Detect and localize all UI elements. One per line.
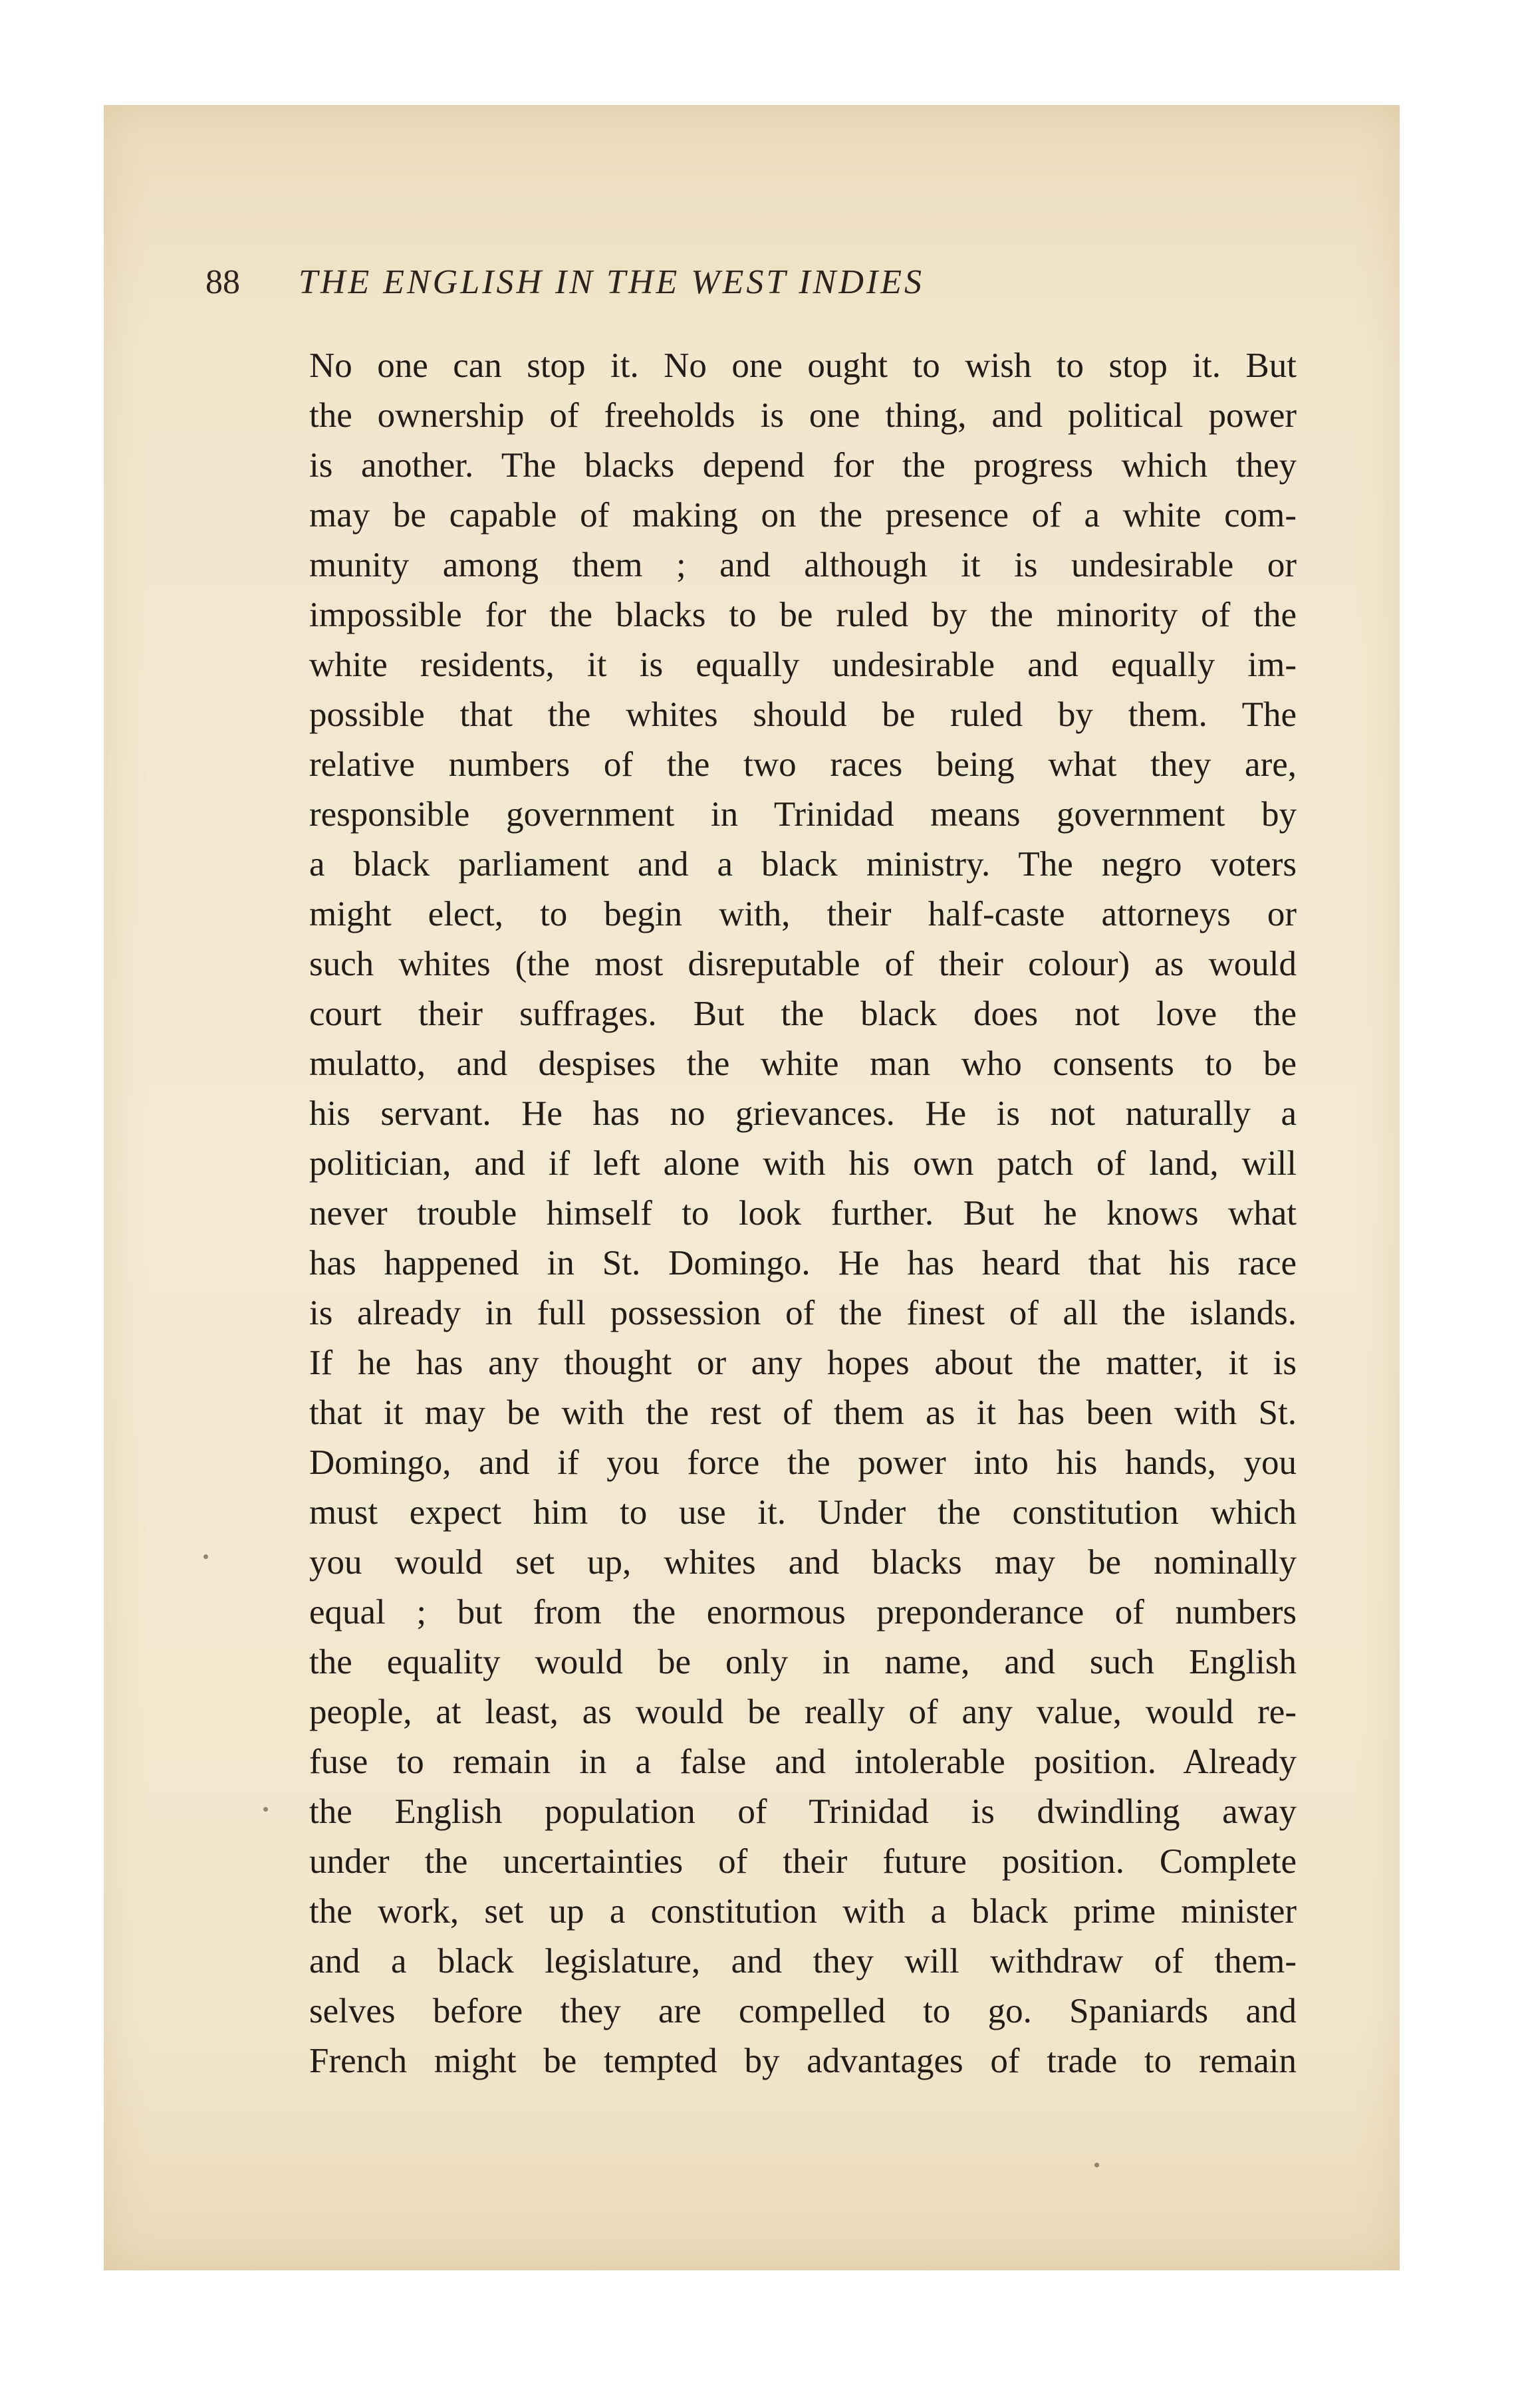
text-line: has happened in St. Domingo. He has heard that his race (309, 1244, 1297, 1282)
text-line: never trouble himself to look further. But he knows what (309, 1194, 1297, 1233)
text-line: equal ; but from the enormous preponderance of numbers (309, 1593, 1297, 1631)
ink-speck (263, 1807, 268, 1812)
text-line: you would set up, whites and blacks may be nominally (309, 1543, 1297, 1582)
text-line: fuse to remain in a false and intolerable position. Already (309, 1743, 1297, 1781)
ink-speck (203, 1554, 208, 1559)
text-line: selves before they are compelled to go. Spaniards and (309, 1992, 1297, 2030)
text-line: under the uncertainties of their future position. Complete (309, 1842, 1297, 1881)
text-line: might elect, to begin with, their half-caste attorneys or (309, 895, 1297, 933)
text-line: the equality would be only in name, and such English (309, 1643, 1297, 1681)
text-line: impossible for the blacks to be ruled by the minority of the (309, 596, 1297, 634)
text-line: that it may be with the rest of them as it has been with St. (309, 1393, 1297, 1432)
text-line: possible that the whites should be ruled by them. The (309, 695, 1297, 734)
text-line: the work, set up a constitution with a black prime minister (309, 1892, 1297, 1931)
text-line: If he has any thought or any hopes about the matter, it is (309, 1344, 1297, 1382)
text-line: his servant. He has no grievances. He is not naturally a (309, 1094, 1297, 1133)
text-line: court their suffrages. But the black does not love the (309, 995, 1297, 1033)
text-line: may be capable of making on the presence of a white com- (309, 496, 1297, 535)
text-line: mulatto, and despises the white man who consents to be (309, 1044, 1297, 1083)
text-line: a black parliament and a black ministry. The negro voters (309, 845, 1297, 884)
text-line: munity among them ; and although it is undesirable or (309, 546, 1297, 584)
text-line: Domingo, and if you force the power into his hands, you (309, 1443, 1297, 1482)
text-line: white residents, it is equally undesirable and equally im- (309, 646, 1297, 684)
text-line: the English population of Trinidad is dwindling away (309, 1792, 1297, 1831)
text-line: responsible government in Trinidad means government by (309, 795, 1297, 834)
text-line: relative numbers of the two races being what they are, (309, 745, 1297, 784)
text-line: French might be tempted by advantages of trade to remain (309, 2042, 1297, 2080)
text-line: people, at least, as would be really of any value, would re- (309, 1693, 1297, 1731)
running-header (205, 263, 924, 316)
body-text (309, 341, 1297, 2086)
text-line: politician, and if left alone with his own patch of land, will (309, 1144, 1297, 1183)
page-number: 88 (205, 263, 240, 301)
text-line: is another. The blacks depend for the progress which they (309, 446, 1297, 485)
text-line: and a black legislature, and they will withdraw of them- (309, 1942, 1297, 1981)
text-line: No one can stop it. No one ought to wish to stop it. But (309, 346, 1297, 385)
text-line: the ownership of freeholds is one thing, and political power (309, 396, 1297, 435)
text-line: must expect him to use it. Under the constitution which (309, 1493, 1297, 1532)
text-line: is already in full possession of the finest of all the islands. (309, 1294, 1297, 1332)
ink-speck (1094, 2163, 1099, 2167)
text-line: such whites (the most disreputable of their colour) as would (309, 945, 1297, 983)
running-title: THE ENGLISH IN THE WEST INDIES (299, 263, 924, 301)
